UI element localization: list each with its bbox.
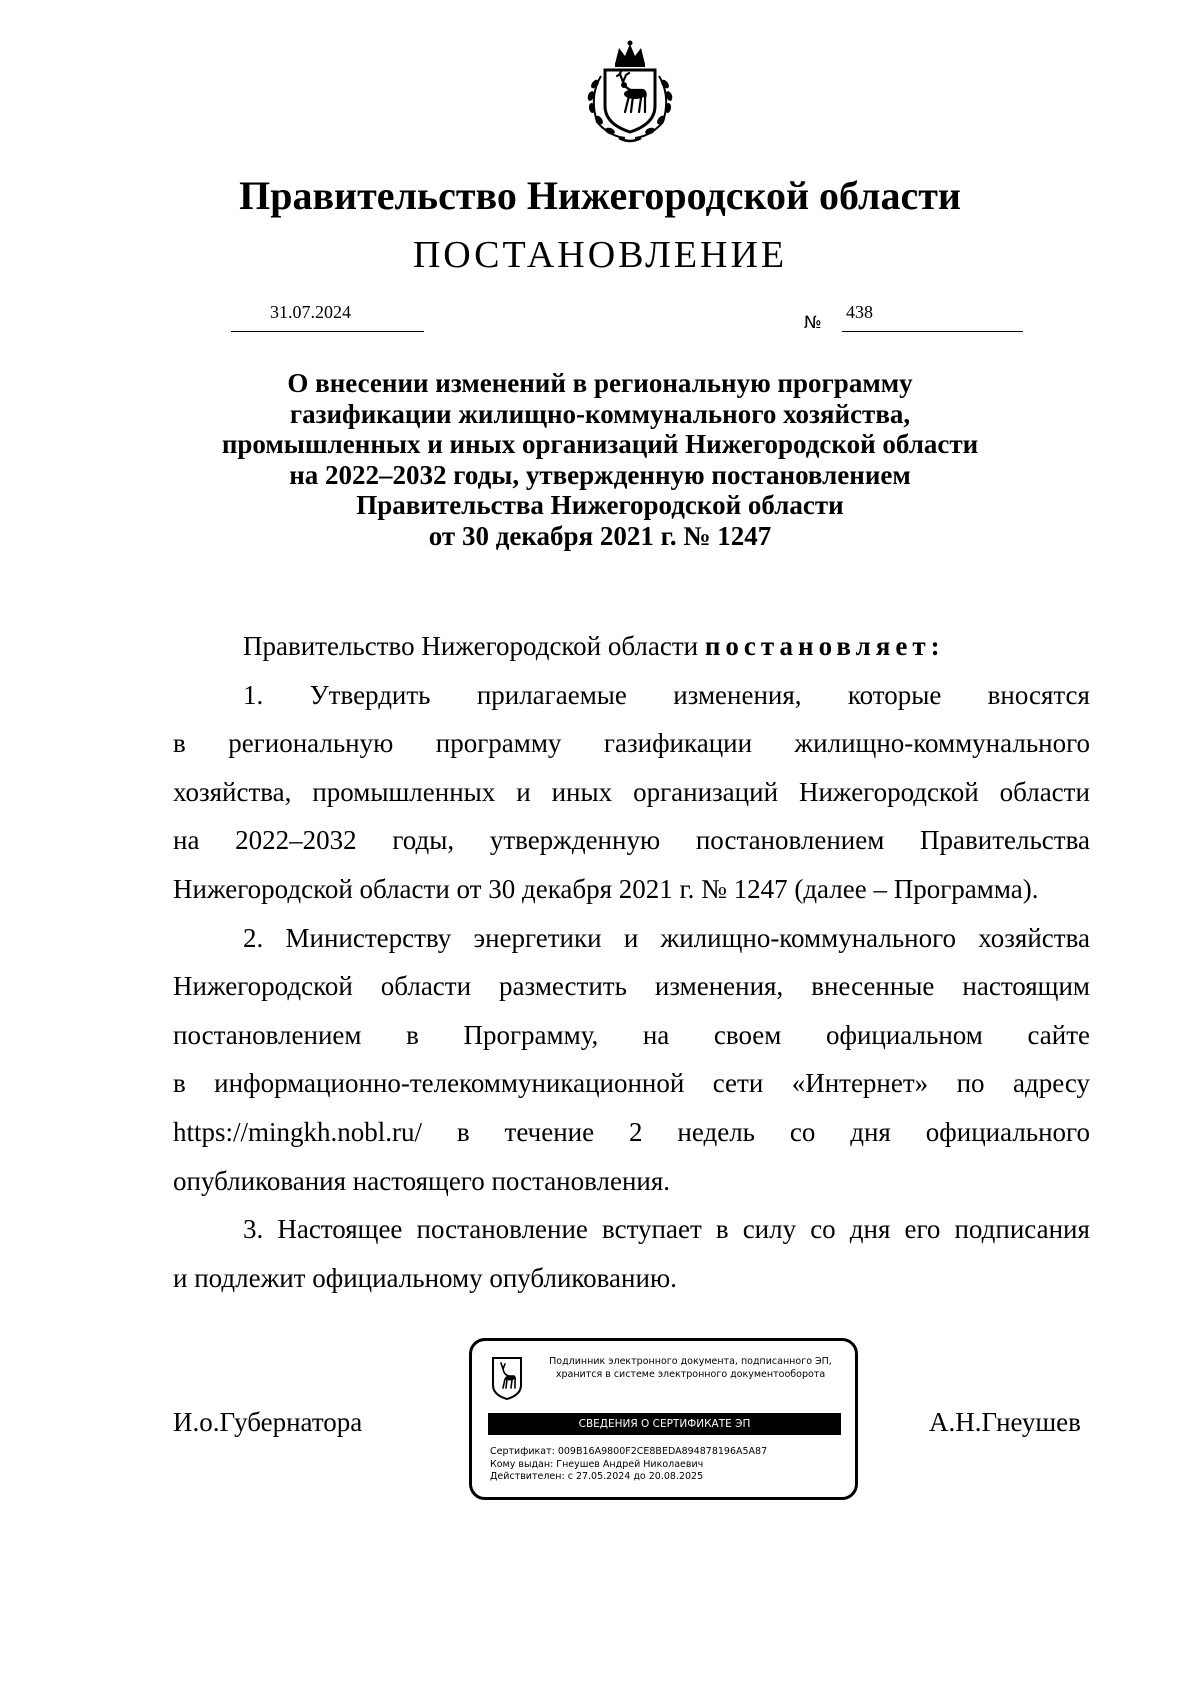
word: и подлежит официальному опубликованию. [173, 1262, 677, 1293]
word: 2 [629, 1116, 643, 1147]
certificate-serial: Сертификат: 009B16A9800F2CE8BEDA894878196A5A87 [490, 1446, 768, 1457]
word: его [904, 1214, 941, 1245]
paragraph-line [173, 1059, 1090, 1108]
word: Правительства [920, 825, 1090, 856]
word: региональную [228, 728, 394, 759]
word: подписания [954, 1214, 1090, 1245]
paragraph-line [173, 1157, 1090, 1206]
word: прилагаемые [476, 679, 627, 710]
document-body [173, 622, 1090, 1302]
word: «Интернет» [791, 1068, 929, 1099]
signatory-name: А.Н.Гнеушев [929, 1407, 1081, 1437]
word: сайте [1027, 1019, 1090, 1050]
preamble [173, 622, 1090, 671]
word: адресу [1012, 1068, 1090, 1099]
stamp-header-line: хранится в системе электронного документооборота [555, 1369, 826, 1380]
word: Нижегородской области от 30 декабря 2021 г. № 1247 (далее – Программа). [173, 873, 1039, 904]
word: информационно-телекоммуникационной [214, 1068, 685, 1099]
word: хозяйства, [173, 776, 292, 807]
word: и [516, 776, 531, 807]
paragraph-line [173, 719, 1090, 768]
word: годы, [392, 825, 455, 856]
word: разместить [499, 971, 627, 1002]
word: официального [925, 1116, 1090, 1147]
certificate-validity: Действителен: с 27.05.2024 до 20.08.2025 [490, 1471, 704, 1482]
paragraph-line [173, 914, 1090, 963]
word: силу [742, 1214, 797, 1245]
word: хозяйства [978, 922, 1090, 953]
date-underline [231, 331, 424, 332]
word: Нижегородской [173, 971, 353, 1002]
paragraphs [173, 671, 1090, 1303]
certificate-owner: Кому выдан: Гнеушев Андрей Николаевич [490, 1458, 704, 1470]
word: со [810, 1214, 836, 1245]
word: внесенные [811, 971, 935, 1002]
paragraph-line [173, 1108, 1090, 1157]
stamp-certificate-info [490, 1446, 767, 1484]
word: изменения, [654, 971, 784, 1002]
subject-line: на 2022–2032 годы, утвержденную постановлением [289, 459, 911, 490]
word: вступает [602, 1214, 702, 1245]
word: 3. [243, 1214, 264, 1245]
paragraph-line [173, 962, 1090, 1011]
word: официальном [825, 1019, 983, 1050]
word: иных [551, 776, 613, 807]
word: постановлением [173, 1019, 362, 1050]
paragraph-line [173, 1205, 1090, 1254]
word: в [173, 728, 186, 759]
stamp-header-line: Подлинник электронного документа, подписанного ЭП, [549, 1356, 832, 1367]
electronic-signature-stamp [469, 1338, 858, 1500]
word: программу [435, 728, 562, 759]
subject-line: от 30 декабря 2021 г. № 1247 [428, 520, 772, 551]
coat-of-arms-emblem [575, 40, 685, 144]
word: газификации [603, 728, 753, 759]
word: по [956, 1068, 985, 1099]
organization-title: Правительство Нижегородской области [239, 173, 961, 218]
word: https://mingkh.nobl.ru/ [173, 1116, 423, 1147]
word: Настоящее [277, 1214, 403, 1245]
word: которые [847, 679, 942, 710]
subject-line: промышленных и иных организаций Нижегородской области [221, 429, 979, 459]
word: дня [849, 1214, 891, 1245]
word: 2. [243, 922, 264, 953]
preamble-text: Правительство Нижегородской области [243, 631, 699, 661]
word: Программу, [463, 1019, 599, 1050]
word: и [623, 922, 639, 953]
word: энергетики [473, 922, 602, 953]
word: в [715, 1214, 729, 1245]
word: промышленных [312, 776, 496, 807]
word: 2022–2032 [235, 825, 357, 856]
document-subject [150, 368, 1050, 551]
word: утвержденную [489, 825, 661, 856]
word: недель [677, 1116, 755, 1147]
subject-line: О внесении изменений в региональную программу [287, 368, 913, 398]
word: изменения, [673, 679, 802, 710]
word: вносятся [987, 679, 1090, 710]
word: на [642, 1019, 670, 1050]
word: в [406, 1019, 419, 1050]
word: организаций [633, 776, 779, 807]
word: со [789, 1116, 816, 1147]
subject-line: Правительства Нижегородской области [356, 490, 844, 520]
word: Нижегородской [798, 776, 979, 807]
document-number: 438 [846, 302, 873, 322]
word: дня [850, 1116, 891, 1147]
word: сети [712, 1068, 764, 1099]
stamp-emblem-icon [490, 1355, 524, 1401]
preamble-verb: постановляет: [704, 631, 945, 661]
stamp-certificate-bar: СВЕДЕНИЯ О СЕРТИФИКАТЕ ЭП [488, 1413, 841, 1435]
document-date: 31.07.2024 [270, 302, 351, 322]
subject-line: газификации жилищно-коммунального хозяйства, [289, 398, 911, 429]
word: 1. [243, 679, 264, 710]
word: на [173, 825, 200, 856]
paragraph-line [173, 671, 1090, 720]
word: жилищно-коммунального [794, 728, 1090, 759]
word: области [999, 776, 1090, 807]
paragraph-line [173, 865, 1090, 914]
signatory-position: И.о.Губернатора [173, 1407, 363, 1437]
word: в [173, 1068, 186, 1099]
stamp-header [528, 1355, 853, 1381]
number-sign: № [804, 313, 822, 333]
number-underline [842, 331, 1023, 332]
word: постановлением [695, 825, 885, 856]
paragraph-line [173, 1254, 1090, 1303]
paragraph-line [173, 768, 1090, 817]
word: своем [713, 1019, 782, 1050]
word: жилищно-коммунального [660, 922, 957, 953]
paragraph-line [173, 816, 1090, 865]
paragraph-line [173, 1011, 1090, 1060]
word: в [456, 1116, 470, 1147]
word: настоящим [962, 971, 1090, 1002]
word: Утвердить [309, 679, 431, 710]
word: области [380, 971, 472, 1002]
word: течение [504, 1116, 595, 1147]
word: опубликования настоящего постановления. [173, 1165, 671, 1196]
word: постановление [416, 1214, 588, 1245]
document-type: ПОСТАНОВЛЕНИЕ [412, 234, 788, 276]
word: Министерству [285, 922, 452, 953]
